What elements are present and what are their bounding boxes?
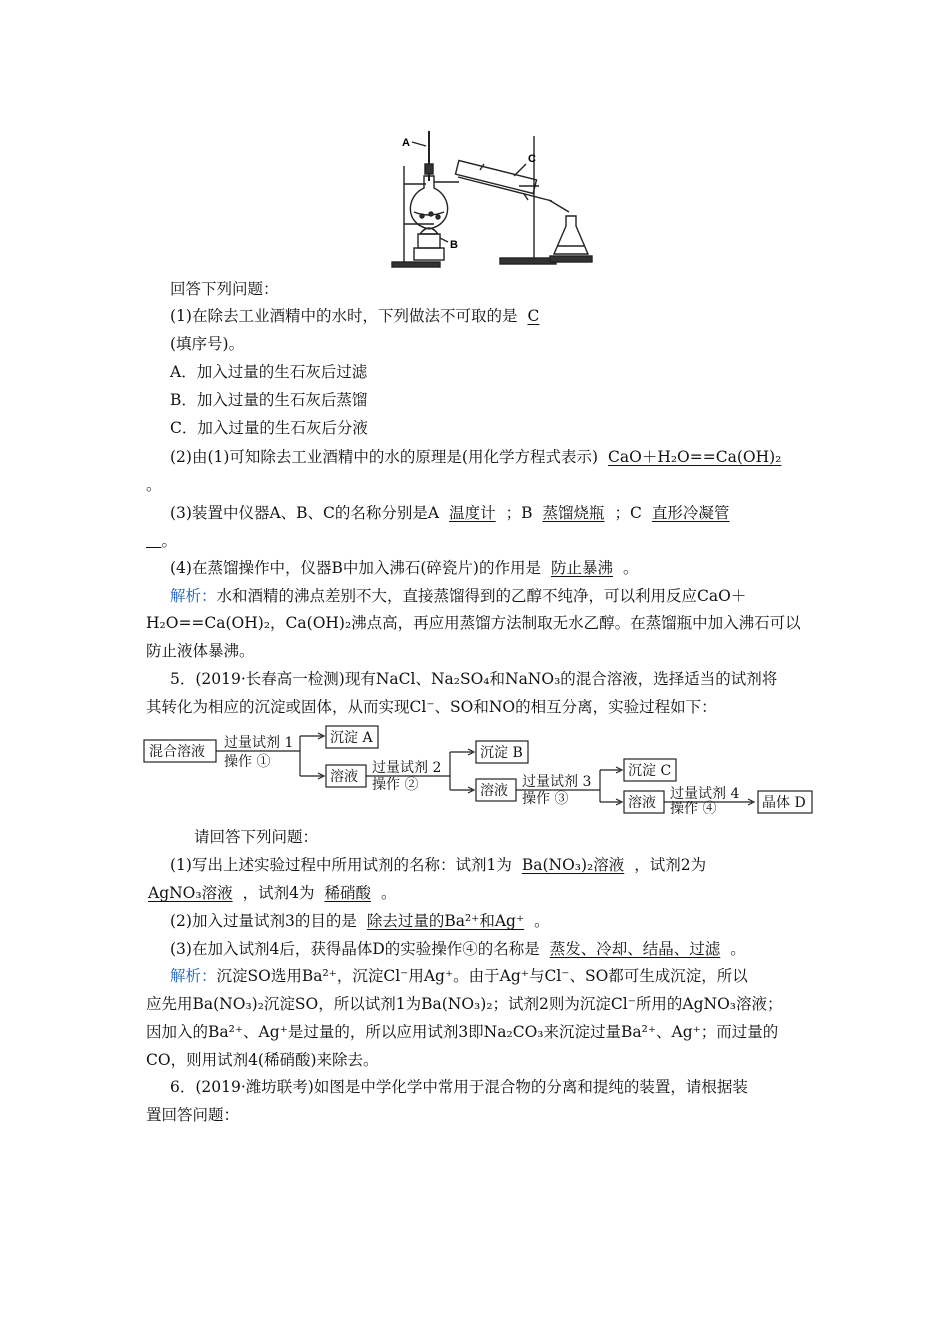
- q4-p1-hint: (填序号)。: [170, 335, 245, 353]
- q4-p3-answer-a: 温度计: [449, 504, 496, 522]
- q5-p1-sep2: ，试剂4为: [242, 884, 315, 902]
- q4-part2: [170, 446, 791, 468]
- q5-p2-answer: 除去过量的Ba²⁺和Ag⁺: [366, 912, 525, 930]
- q4-explanation-l2: H₂O==Ca(OH)₂，Ca(OH)₂沸点高，再应用蒸馏方法制取无水乙醇。在蒸馏瓶中加入沸石可以: [146, 614, 801, 632]
- q6-stem-l1: 6．(2019·潍坊联考)如图是中学化学中常用于混合物的分离和提纯的装置，请根据装: [170, 1078, 748, 1096]
- q5-p1-answer-r4: 稀硝酸: [324, 884, 371, 902]
- q5-explanation-l3: 因加入的Ba²⁺、Ag⁺是过量的，所以应用试剂3即Na₂CO₃来沉淀过量Ba²⁺、Ag⁺；而过量的: [146, 1023, 779, 1041]
- flow-start-label: 混合溶液: [149, 744, 205, 760]
- q5-explanation-l1: [170, 965, 748, 987]
- flow-reagent-2: 过量试剂 2: [372, 760, 442, 776]
- q5-stem-l2: 其转化为相应的沉淀或固体，从而实现Cl⁻、SO和NO的相互分离，实验过程如下：: [146, 698, 717, 716]
- q6-stem-l2: 置回答问题：: [146, 1106, 240, 1124]
- q4-explanation-label: 解析：: [170, 587, 217, 605]
- flow-operation-4: 操作 ④: [670, 801, 717, 814]
- q4-part1: [170, 305, 549, 327]
- q4-p4-question: (4)在蒸馏操作中，仪器B中加入沸石(碎瓷片)的作用是: [170, 559, 541, 577]
- q4-p2-answer: CaO＋H₂O==Ca(OH)₂: [608, 448, 782, 466]
- q5-explanation-l4: CO，则用试剂4(稀硝酸)来除去。: [146, 1051, 379, 1069]
- flow-reagent-1: 过量试剂 1: [224, 735, 294, 751]
- q5-p1-question: (1)写出上述实验过程中所用试剂的名称：试剂1为: [170, 856, 512, 874]
- q4-part4: [170, 557, 638, 579]
- flow-crystal-d: 晶体 D: [762, 795, 806, 811]
- q4-option-a: A．加入过量的生石灰后过滤: [170, 363, 368, 381]
- q5-p2-question: (2)加入过量试剂3的目的是: [170, 912, 357, 930]
- q5-p2-end: 。: [534, 912, 550, 930]
- q5-explanation-text1: 沉淀SO选用Ba²⁺，沉淀Cl⁻用Ag⁺。由于Ag⁺与Cl⁻、SO都可生成沉淀，所以: [216, 967, 748, 985]
- flow-operation-3: 操作 ③: [522, 791, 569, 807]
- apparatus-label-c: C: [528, 153, 536, 165]
- q4-option-b: B．加入过量的生石灰后蒸馏: [170, 391, 368, 409]
- flow-solution-2: 溶液: [480, 783, 508, 799]
- flow-precipitate-a: 沉淀 A: [330, 730, 373, 746]
- flow-reagent-4: 过量试剂 4: [670, 786, 740, 802]
- flow-operation-2: 操作 ②: [372, 777, 419, 793]
- q5-p1-answer-r1: Ba(NO₃)₂溶液: [521, 856, 625, 874]
- q5-part3: [170, 938, 746, 960]
- q5-p1-sep: ，试剂2为: [634, 856, 707, 874]
- q4-explanation-text1: 水和酒精的沸点差别不大，直接蒸馏得到的乙醇不纯净，可以利用反应CaO＋: [216, 587, 747, 605]
- q4-p3-tail: 。: [161, 532, 178, 550]
- distillation-apparatus-figure: [384, 126, 604, 271]
- q4-p4-end: 。: [622, 559, 639, 577]
- q4-p3-question: (3)装置中仪器A、B、C的名称分别是A: [170, 504, 440, 522]
- q4-p3-end: [146, 530, 177, 552]
- q4-p3-sep-b: ；B: [505, 504, 533, 522]
- q4-p2-end: 。: [146, 476, 162, 494]
- q5-part1: [170, 854, 706, 876]
- q4-p1-question: (1)在除去工业酒精中的水时，下列做法不可取的是: [170, 307, 518, 325]
- q4-p3-sep-c: ；C: [614, 504, 642, 522]
- q5-p3-end: 。: [730, 940, 746, 958]
- q4-p4-answer: 防止暴沸: [550, 559, 613, 577]
- q4-intro: 回答下列问题：: [170, 280, 279, 298]
- q4-option-c: C．加入过量的生石灰后分液: [170, 419, 368, 437]
- q5-p3-answer: 蒸发、冷却、结晶、过滤: [549, 940, 721, 958]
- q5-explanation-label: 解析：: [170, 967, 217, 985]
- q5-ask: 请回答下列问题：: [194, 828, 319, 846]
- q4-p1-answer: C: [527, 307, 540, 325]
- apparatus-label-a: A: [402, 137, 410, 149]
- q4-p3-answer-b: 蒸馏烧瓶: [542, 504, 605, 522]
- flow-precipitate-c: 沉淀 C: [628, 763, 672, 779]
- q5-part1-cont: [146, 882, 397, 904]
- q4-p2-question: (2)由(1)可知除去工业酒精中的水的原理是(用化学方程式表示): [170, 448, 599, 466]
- q5-explanation-l2: 应先用Ba(NO₃)₂沉淀SO，所以试剂1为Ba(NO₃)₂；试剂2则为沉淀Cl⁻所用的AgNO₃溶液；: [146, 995, 783, 1013]
- q4-p3-answer-c: 直形冷凝管: [651, 504, 730, 522]
- flow-solution-3: 溶液: [628, 795, 656, 811]
- q5-part2: [170, 910, 550, 932]
- separation-flowchart: [140, 722, 820, 814]
- q5-stem-l1: 5．(2019·长春高一检测)现有NaCl、Na₂SO₄和NaNO₃的混合溶液，选择适当的试剂将: [170, 670, 778, 688]
- q4-part3: [170, 502, 739, 524]
- q5-p1-answer-r2: AgNO₃溶液: [148, 884, 233, 902]
- q5-p3-question: (3)在加入试剂4后，获得晶体D的实验操作④的名称是: [170, 940, 540, 958]
- q4-explanation-l3: 防止液体暴沸。: [146, 642, 255, 660]
- q4-explanation-l1: [170, 585, 746, 607]
- q5-p1-end: 。: [381, 884, 397, 902]
- flow-operation-1: 操作 ①: [224, 754, 271, 770]
- apparatus-label-b: B: [450, 239, 458, 251]
- flow-reagent-3: 过量试剂 3: [522, 774, 592, 790]
- flow-precipitate-b: 沉淀 B: [480, 745, 523, 761]
- flow-solution-1: 溶液: [330, 769, 358, 785]
